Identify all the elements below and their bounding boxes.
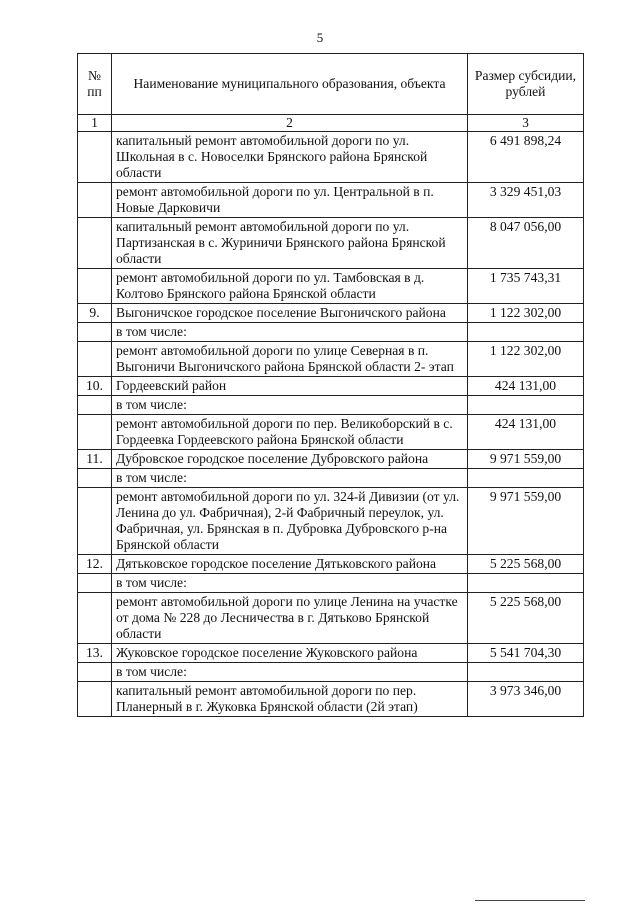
row-amount <box>468 396 584 415</box>
table-row <box>78 574 584 593</box>
header-amount: Размер субсидии, рублей <box>468 54 584 115</box>
row-description: Жуковское городское поселение Жуковского района <box>112 644 468 663</box>
row-amount <box>468 323 584 342</box>
row-number: 10. <box>78 377 112 396</box>
table-header-row <box>78 54 584 115</box>
table-row <box>78 269 584 304</box>
table-row <box>78 682 584 717</box>
row-number <box>78 663 112 682</box>
index-col2: 2 <box>112 115 468 132</box>
row-number <box>78 218 112 269</box>
row-amount <box>468 469 584 488</box>
row-description: Выгоничское городское поселение Выгоничского района <box>112 304 468 323</box>
row-amount: 3 973 346,00 <box>468 682 584 717</box>
row-number: 12. <box>78 555 112 574</box>
table-row <box>78 555 584 574</box>
row-description: ремонт автомобильной дороги по ул. 324-й Дивизии (от ул. Ленина до ул. Фабричная), 2-й Фабричный переулок, ул. Фабричная, ул. Брянская в п. Дубровка Дубровского р-на Брянской области <box>112 488 468 555</box>
row-amount: 5 541 704,30 <box>468 644 584 663</box>
row-number <box>78 396 112 415</box>
table-row <box>78 415 584 450</box>
row-description: ремонт автомобильной дороги по улице Ленина на участке от дома № 228 до Лесничества в г. Дятьково Брянской области <box>112 593 468 644</box>
row-description: ремонт автомобильной дороги по ул. Тамбовская в д. Колтово Брянского района Брянской области <box>112 269 468 304</box>
row-description: ремонт автомобильной дороги по улице Северная в п. Выгоничи Выгоничского района Брянской области 2- этап <box>112 342 468 377</box>
row-number: 13. <box>78 644 112 663</box>
page-number: 5 <box>316 30 324 45</box>
row-description: Гордеевский район <box>112 377 468 396</box>
row-amount <box>468 663 584 682</box>
row-description: в том числе: <box>112 663 468 682</box>
row-description: капитальный ремонт автомобильной дороги по пер. Планерный в г. Жуковка Брянской области (2й этап) <box>112 682 468 717</box>
footer-rule <box>475 900 585 901</box>
row-number <box>78 415 112 450</box>
index-col3: 3 <box>468 115 584 132</box>
row-number <box>78 342 112 377</box>
table-row <box>78 183 584 218</box>
row-number: 9. <box>78 304 112 323</box>
table-row <box>78 593 584 644</box>
row-number <box>78 323 112 342</box>
index-col1: 1 <box>78 115 112 132</box>
table-row <box>78 132 584 183</box>
column-index-row <box>78 115 584 132</box>
row-number <box>78 488 112 555</box>
row-amount: 424 131,00 <box>468 377 584 396</box>
row-number <box>78 269 112 304</box>
row-amount: 1 122 302,00 <box>468 342 584 377</box>
row-amount: 6 491 898,24 <box>468 132 584 183</box>
row-description: в том числе: <box>112 323 468 342</box>
table-row <box>78 323 584 342</box>
row-description: в том числе: <box>112 574 468 593</box>
row-amount: 1 122 302,00 <box>468 304 584 323</box>
table-row <box>78 377 584 396</box>
row-amount: 1 735 743,31 <box>468 269 584 304</box>
row-number <box>78 469 112 488</box>
row-amount: 9 971 559,00 <box>468 488 584 555</box>
table-row <box>78 396 584 415</box>
row-amount <box>468 574 584 593</box>
table-row <box>78 450 584 469</box>
subsidy-table <box>77 53 584 717</box>
header-number: № пп <box>78 54 112 115</box>
row-description: Дятьковское городское поселение Дятьковского района <box>112 555 468 574</box>
row-amount: 5 225 568,00 <box>468 555 584 574</box>
row-number <box>78 132 112 183</box>
row-description: ремонт автомобильной дороги по ул. Центральной в п. Новые Дарковичи <box>112 183 468 218</box>
row-description: в том числе: <box>112 469 468 488</box>
row-description: капитальный ремонт автомобильной дороги по ул. Школьная в с. Новоселки Брянского района Брянской области <box>112 132 468 183</box>
row-description: Дубровское городское поселение Дубровского района <box>112 450 468 469</box>
row-number <box>78 682 112 717</box>
row-amount: 5 225 568,00 <box>468 593 584 644</box>
row-amount: 8 047 056,00 <box>468 218 584 269</box>
row-amount: 424 131,00 <box>468 415 584 450</box>
row-description: ремонт автомобильной дороги по пер. Великоборский в с. Гордеевка Гордеевского района Брянской области <box>112 415 468 450</box>
row-number: 11. <box>78 450 112 469</box>
table-row <box>78 342 584 377</box>
table-row <box>78 304 584 323</box>
table-row <box>78 644 584 663</box>
row-number <box>78 574 112 593</box>
table-row <box>78 663 584 682</box>
header-name: Наименование муниципального образования, объекта <box>112 54 468 115</box>
row-description: капитальный ремонт автомобильной дороги по ул. Партизанская в с. Журиничи Брянского района Брянской области <box>112 218 468 269</box>
table-row <box>78 488 584 555</box>
row-number <box>78 593 112 644</box>
row-number <box>78 183 112 218</box>
table-row <box>78 218 584 269</box>
table-row <box>78 469 584 488</box>
row-amount: 3 329 451,03 <box>468 183 584 218</box>
row-description: в том числе: <box>112 396 468 415</box>
row-amount: 9 971 559,00 <box>468 450 584 469</box>
